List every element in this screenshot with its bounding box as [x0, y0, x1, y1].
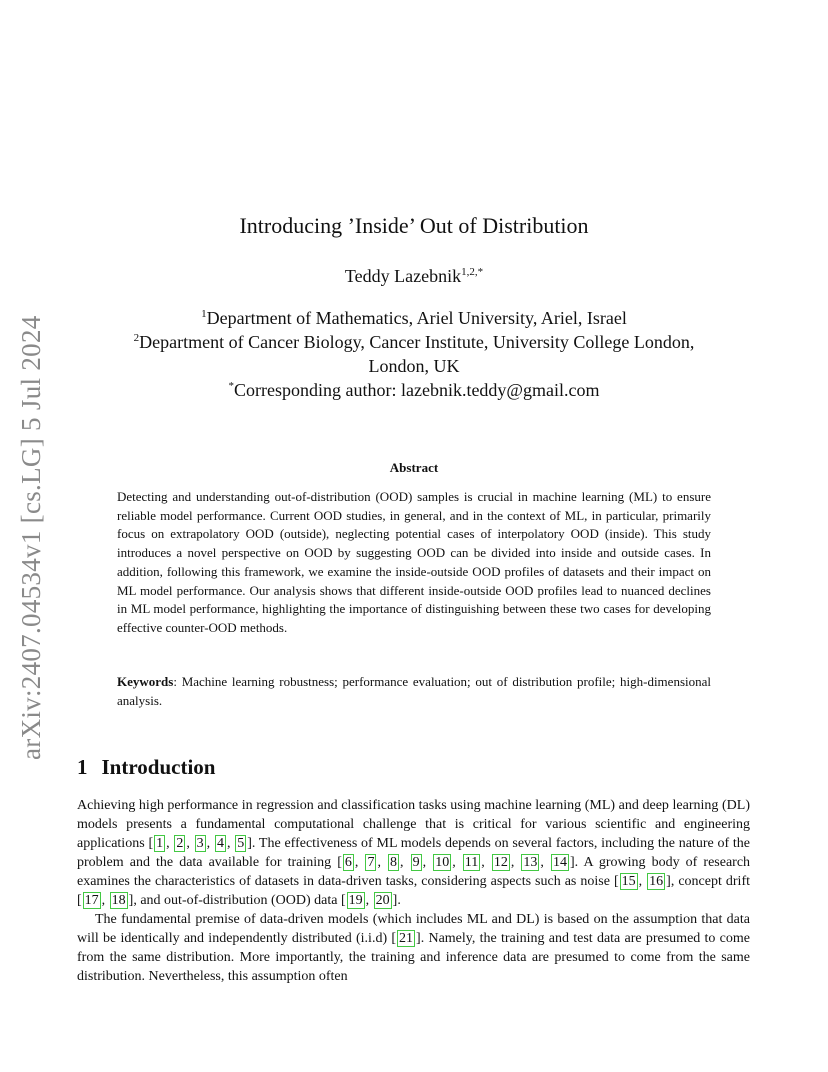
citation-group: [396, 931, 416, 946]
citation-group: 19 , 20: [348, 893, 390, 908]
affiliations: [0, 306, 828, 402]
citation-group: 1 , 2 , 3 , 4 , 5: [156, 836, 245, 851]
citation-link[interactable]: 12: [493, 855, 508, 870]
citation-link[interactable]: 20: [375, 893, 390, 908]
arxiv-id: arXiv:2407.04534v1 [cs.LG] 5 Jul 2024: [16, 315, 46, 760]
text-run: , concept drift: [670, 874, 750, 889]
paragraph-2: The fundamental premise of data-driven models (which includes ML and DL) is based on the assumption that data will be identically and independently distributed (i.i.d) [ 21 ]. Namely, the training and test data are presumed to come from the same distribution. More importantly, the training and inference data are presumed to come from the same distribution. Nevertheless, this assumption often: [77, 912, 751, 984]
citation-link[interactable]: 5: [237, 836, 245, 851]
affiliation-1: [0, 306, 828, 330]
citation-link[interactable]: 17: [84, 893, 99, 908]
citation-group: 15 , 16: [621, 874, 664, 889]
keywords: [117, 673, 711, 710]
citation-link[interactable]: 1: [156, 836, 164, 851]
affiliation-text: Department of Mathematics, Ariel University, Ariel, Israel: [206, 308, 627, 328]
abstract-text: Detecting and understanding out-of-distribution (OOD) samples is crucial in machine learning (ML) to ensure reliable model performance. Current OOD studies, in general, and in the context of ML, in particular, primarily focus on extrapolatory OOD (outside), neglecting potential cases of interpolatory OOD (inside). This study introduces a novel perspective on OOD by suggesting OOD can be divided into inside and outside cases. In addition, following this framework, we examine the inside-outside OOD profiles of datasets and their impact on ML model performance. Our analysis shows that different inside-outside OOD profiles lead to nuanced declines in ML model performance, highlighting the importance of distinguishing between these two cases for developing effective counter-OOD methods.: [117, 489, 711, 635]
citation-link[interactable]: 6: [344, 855, 352, 870]
paper-title: Introducing ’Inside’ Out of Distribution: [239, 213, 589, 238]
text-run: Achieving high performance in regression and classification tasks using machine learning (ML) and deep learning (DL) models presents a fundamental computational challenge that is critical for various scientific and engineering applications: [77, 798, 750, 851]
citation-link[interactable]: 3: [196, 836, 204, 851]
text-run: . A growing body of research examines the characteristics of datasets in data-driven tasks, considering aspects such as noise: [77, 855, 751, 889]
citation-link[interactable]: 18: [111, 893, 126, 908]
paragraph-1: Achieving high performance in regression and classification tasks using machine learning (ML) and deep learning (DL) models presents a fundamental computational challenge that is critical for various scientific and engineering applications [ 1 , 2 , 3 , 4 , 5 ]. The effectiveness of ML models depends on several factors, including the nature of the problem and the data available for training [ 6 , 7 , 8 , 9 , 10 , 11 , 12 , 13 , 14 ]. A growing body of research examines the characteristics of datasets in data-driven tasks, considering aspects such as noise [ 15 , 16 ], concept drift [ 17 , 18 ], and out-of-distribution (OOD) data [ 19 , 20 ].: [77, 798, 751, 908]
section-title: Introduction: [101, 755, 216, 779]
citation-link[interactable]: 14: [552, 855, 567, 870]
citation-link[interactable]: 13: [523, 855, 538, 870]
citation-link[interactable]: 10: [435, 855, 450, 870]
citation-link[interactable]: 8: [390, 855, 398, 870]
text-run: . Namely, the training and test data are presumed to come from the same distribution. More importantly, the training and inference data are presumed to come from the same distribution. Nevertheless, this assumption often: [77, 931, 751, 984]
abstract-heading: Abstract: [389, 460, 439, 475]
text-run: .: [397, 893, 401, 908]
citation-link[interactable]: 9: [412, 855, 420, 870]
text-run: , and out-of-distribution (OOD) data: [133, 893, 341, 908]
citation-link[interactable]: 15: [621, 874, 636, 889]
affiliation-mark: 2: [133, 332, 140, 344]
citation-link[interactable]: 4: [216, 836, 224, 851]
citation-link[interactable]: 16: [649, 874, 664, 889]
affiliation-3: [0, 378, 828, 402]
section-number: 1: [77, 755, 88, 779]
text-run: The fundamental premise of data-driven models (which includes ML and DL) is based on the assumption that data will be identically and independently distributed (i.i.d): [77, 912, 750, 946]
keywords-label: Keywords: [117, 674, 174, 689]
citation-group: 6 , 7 , 8 , 9 , 10 , 11 , 12 , 13 , 14: [344, 855, 567, 870]
citation-link[interactable]: 7: [367, 855, 375, 870]
affiliation-2: [0, 330, 828, 378]
citation-link[interactable]: 11: [464, 855, 479, 870]
affiliation-mark: *: [228, 380, 234, 392]
citation-link[interactable]: 21: [399, 931, 414, 946]
text-run: . The effectiveness of ML models depends on several factors, including the nature of the problem and the data available for training: [77, 836, 751, 870]
affiliation-text: Department of Cancer Biology, Cancer Institute, University College London, London, UK: [139, 332, 695, 376]
citation-group: 17 , 18: [84, 893, 126, 908]
author-line: [0, 266, 828, 287]
section-heading: [77, 755, 215, 780]
affiliation-text: Corresponding author: lazebnik.teddy@gmail.com: [234, 380, 600, 400]
citation-link[interactable]: 19: [348, 893, 363, 908]
introduction-body: [77, 796, 750, 986]
affiliation-mark: 1: [201, 308, 207, 320]
citation-link[interactable]: 2: [176, 836, 184, 851]
author-marks: 1,2,*: [461, 266, 484, 278]
author-name: Teddy Lazebnik: [344, 266, 462, 286]
keywords-text: : Machine learning robustness; performance evaluation; out of distribution profile; high-dimensional analysis.: [117, 674, 711, 708]
